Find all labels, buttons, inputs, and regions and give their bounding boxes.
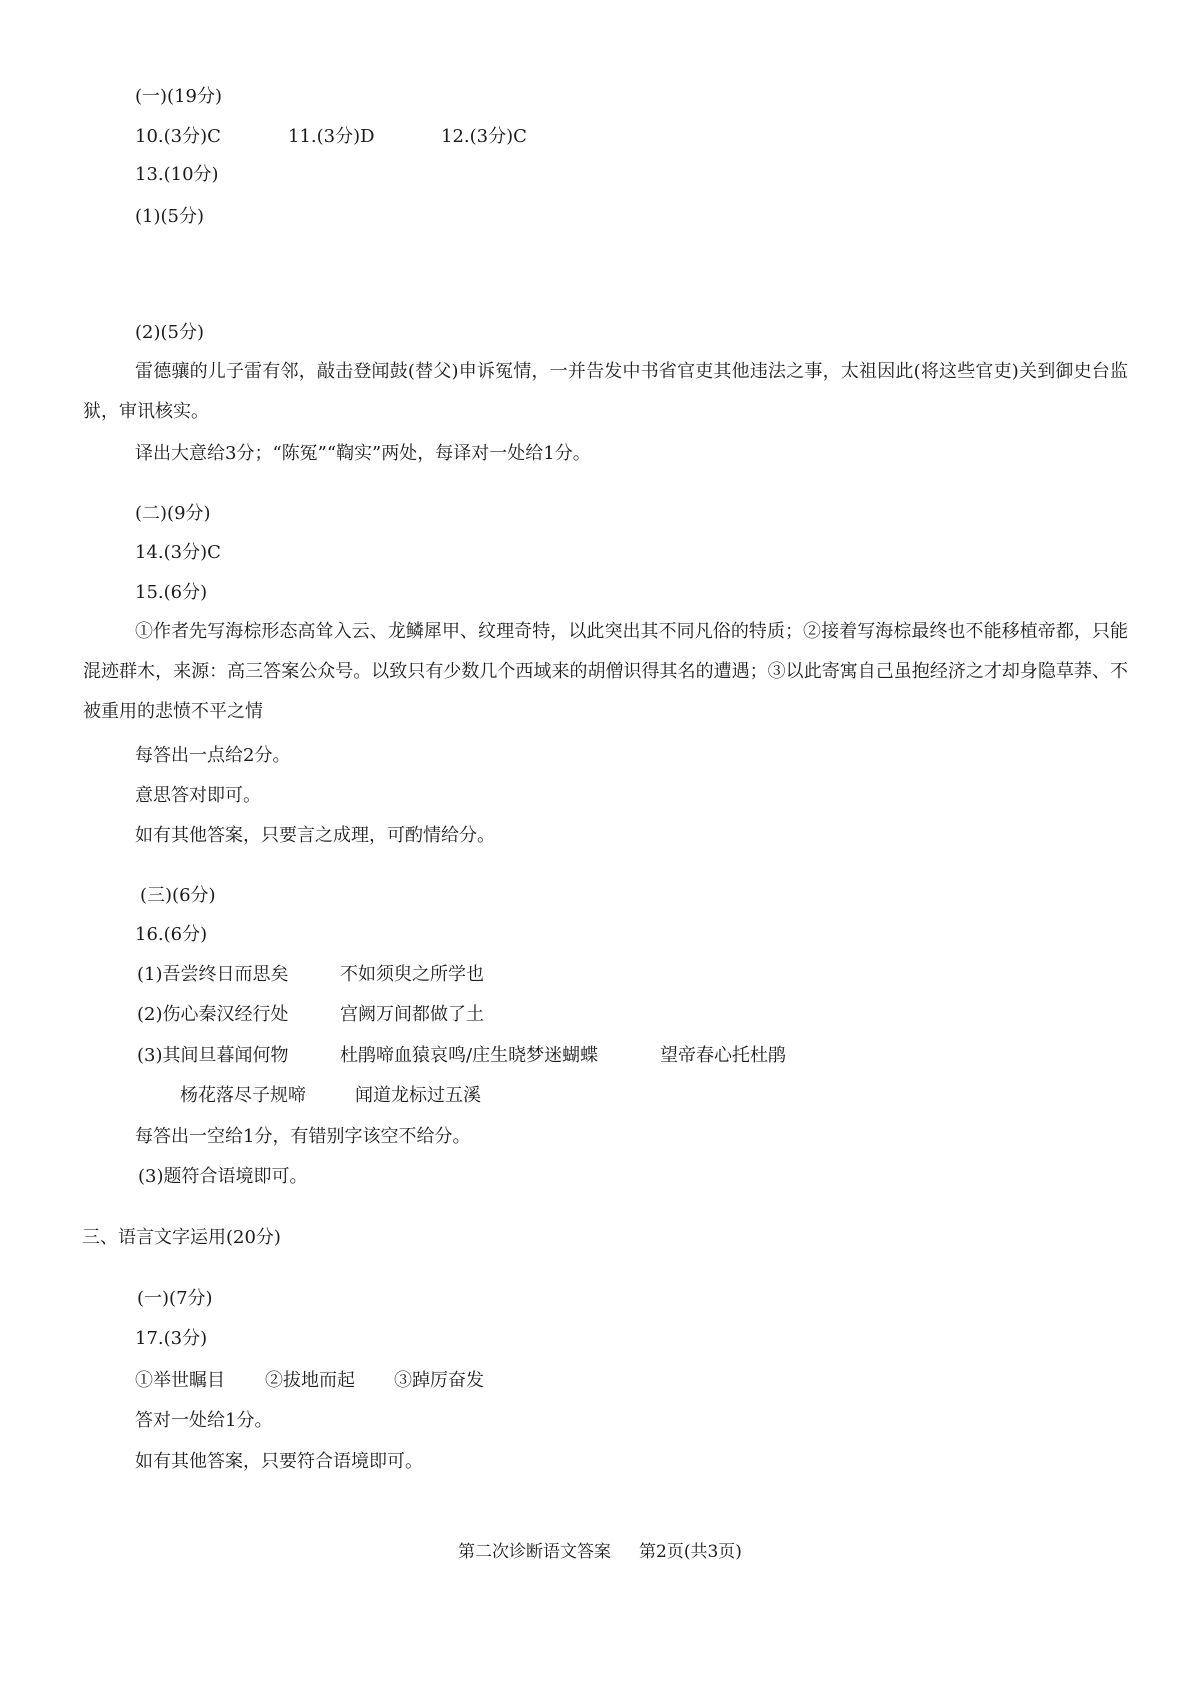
question-number: 13.(10分) [135,164,219,185]
dictation-answer: (3)其间旦暮闻何物 [137,1045,289,1066]
question-number: 17.(3分) [135,1328,208,1349]
dictation-answer: 望帝春心托杜鹃 [660,1045,786,1066]
dictation-answer: 闻道龙标过五溪 [355,1085,481,1106]
sub-question-label: (1)(5分) [135,206,204,227]
page-footer [0,1537,1200,1562]
footer-doc-title: 第二次诊断语文答案 [458,1542,612,1562]
section-heading: (一)(19分) [135,86,222,107]
translation-answer: 雷德骧的儿子雷有邻，敲击登闻鼓(替父)申诉冤情，一并告发中书省官吏其他违法之事，太祖因此(将这些官吏)关到御史台监狱，审讯核实。 [83,361,1128,422]
scoring-note: 每答出一点给2分。 [135,745,291,766]
answer-q10: 10.(3分)C [135,126,221,147]
idiom-answer: ②拔地而起 [265,1370,355,1391]
idiom-answer: ③踔厉奋发 [394,1370,484,1391]
footer-page-info: 第2页(共3页) [639,1542,742,1562]
scoring-note: 如有其他答案，只要言之成理，可酌情给分。 [135,825,495,846]
question-number: 16.(6分) [135,924,208,945]
question-number: 15.(6分) [135,582,208,603]
section-heading: (三)(6分) [140,885,216,906]
section-heading: (二)(9分) [135,503,211,524]
dictation-answer: (1)吾尝终日而思矣 [137,964,289,985]
dictation-answer: 不如须臾之所学也 [340,964,484,985]
answer-q12: 12.(3分)C [441,126,527,147]
scoring-note: 译出大意给3分；“陈冤”“鞫实”两处，每译对一处给1分。 [135,443,591,464]
scoring-note: 每答出一空给1分，有错别字该空不给分。 [135,1126,471,1147]
scoring-note: 意思答对即可。 [135,785,261,806]
answer-q14: 14.(3分)C [135,542,221,563]
dictation-answer: (2)伤心秦汉经行处 [137,1004,289,1025]
idiom-answer: ①举世瞩目 [135,1370,225,1391]
analysis-answer: ①作者先写海棕形态高耸入云、龙鳞犀甲、纹理奇特，以此突出其不同凡俗的特质；②接着写海棕最终也不能移植帝都，只能混迹群木，来源：高三答案公众号。以致只有少数几个西域来的胡僧识得其名的遭遇；③以此寄寓自己虽抱经济之才却身隐草莽、不被重用的悲愤不平之情 [83,621,1128,722]
sub-question-label: (2)(5分) [135,322,204,343]
scoring-note: (3)题符合语境即可。 [138,1166,308,1187]
dictation-answer: 杨花落尽子规啼 [180,1085,306,1106]
part-heading: 三、语言文字运用(20分) [82,1227,281,1248]
answer-q11: 11.(3分)D [288,126,375,147]
scoring-note: 答对一处给1分。 [135,1410,273,1431]
dictation-answer: 杜鹃啼血猿哀鸣/庄生晓梦迷蝴蝶 [340,1045,599,1066]
dictation-answer: 宫阙万间都做了土 [340,1004,484,1025]
section-heading: (一)(7分) [137,1288,213,1309]
scoring-note: 如有其他答案，只要符合语境即可。 [135,1451,423,1472]
